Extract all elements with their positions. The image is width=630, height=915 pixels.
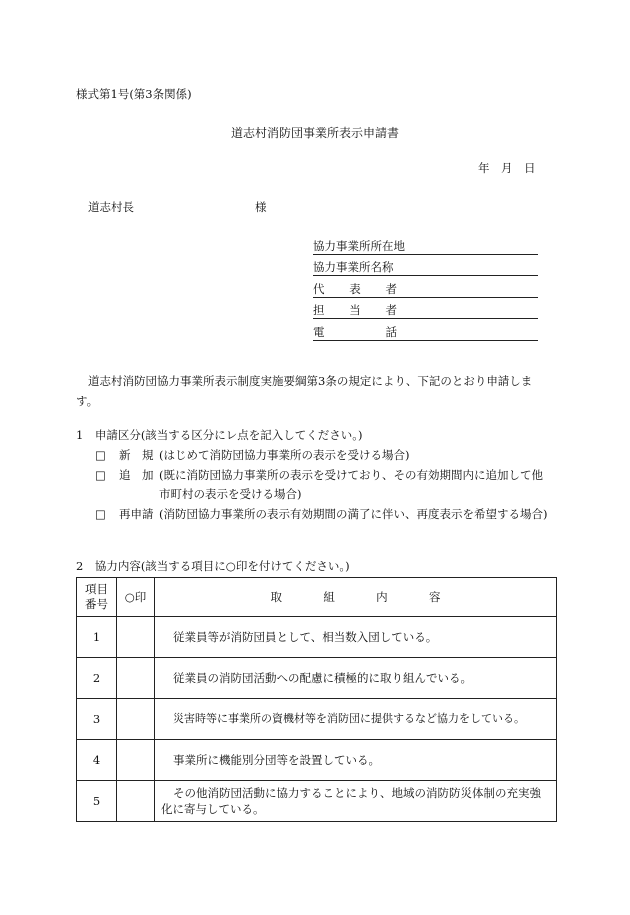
field-label-address: 協力事業所所在地 <box>313 239 405 253</box>
option-desc-reapply: (消防団協力事業所の表示有効期間の満了に伴い、再度表示を希望する場合) <box>159 507 548 521</box>
date-line: 年 月 日 <box>478 161 536 175</box>
header-content: 取 組 内 容 <box>155 578 557 617</box>
field-label-representative: 代 表 者 <box>313 282 397 296</box>
addressee: 道志村長 <box>88 200 134 214</box>
field-label-name: 協力事業所名称 <box>313 260 394 274</box>
document-title: 道志村消防団事業所表示申請書 <box>230 126 399 140</box>
applicant-field-name[interactable] <box>313 259 538 276</box>
option-label-reapply: 再申請 <box>119 507 154 521</box>
row-mark-cell[interactable] <box>117 781 155 822</box>
applicant-field-representative[interactable] <box>313 281 538 298</box>
option-label-add: 追 加 <box>119 468 154 482</box>
option-desc-add: (既に消防団協力事業所の表示を受けており、その有効期間内に追加して他市町村の表示を受ける場合) <box>159 468 543 501</box>
row-content: 従業員等が消防団員として、相当数入団している。 <box>155 617 557 658</box>
section1-heading: 1 申請区分(該当する区分にレ点を記入してください。) <box>76 428 363 442</box>
honorific: 様 <box>255 200 267 214</box>
applicant-field-contact-person[interactable] <box>313 302 538 319</box>
row-content: その他消防団活動に協力することにより、地域の消防防災体制の充実強化に寄与している。 <box>155 781 557 822</box>
checkbox-reapply[interactable]: □ <box>95 507 106 521</box>
cooperation-table <box>76 577 557 822</box>
table-row <box>77 699 557 740</box>
row-number: 1 <box>77 617 117 658</box>
option-new <box>95 446 555 465</box>
table-row <box>77 617 557 658</box>
option-desc-new: (はじめて消防団協力事業所の表示を受ける場合) <box>159 448 410 462</box>
row-mark-cell[interactable] <box>117 658 155 699</box>
row-number: 2 <box>77 658 117 699</box>
row-content: 従業員の消防団活動への配慮に積極的に取り組んでいる。 <box>155 658 557 699</box>
checkbox-add[interactable]: □ <box>95 468 106 482</box>
checkbox-new[interactable]: □ <box>95 448 106 462</box>
row-number: 3 <box>77 699 117 740</box>
applicant-field-phone[interactable] <box>313 324 538 341</box>
row-number: 5 <box>77 781 117 822</box>
field-label-phone: 電 話 <box>313 325 397 339</box>
section2-heading: 2 協力内容(該当する項目に○印を付けてください。) <box>76 559 350 573</box>
option-label-new: 新 規 <box>119 448 154 462</box>
intro-paragraph: 道志村消防団協力事業所表示制度実施要綱第3条の規定により、下記のとおり申請します。 <box>76 374 533 408</box>
option-reapply <box>95 505 555 543</box>
field-label-contact-person: 担 当 者 <box>313 303 397 317</box>
row-content: 事業所に機能別分団等を設置している。 <box>155 740 557 781</box>
table-row <box>77 781 557 822</box>
header-item-number: 項目番号 <box>77 578 117 617</box>
option-add <box>95 466 555 504</box>
table-row <box>77 658 557 699</box>
row-content: 災害時等に事業所の資機材等を消防団に提供するなど協力をしている。 <box>155 699 557 740</box>
header-mark: ○印 <box>117 578 155 617</box>
row-number: 4 <box>77 740 117 781</box>
form-number: 様式第1号(第3条関係) <box>76 87 192 101</box>
table-row <box>77 740 557 781</box>
applicant-field-address[interactable] <box>313 238 538 255</box>
row-mark-cell[interactable] <box>117 617 155 658</box>
row-mark-cell[interactable] <box>117 699 155 740</box>
row-mark-cell[interactable] <box>117 740 155 781</box>
table-header-row <box>77 578 557 617</box>
